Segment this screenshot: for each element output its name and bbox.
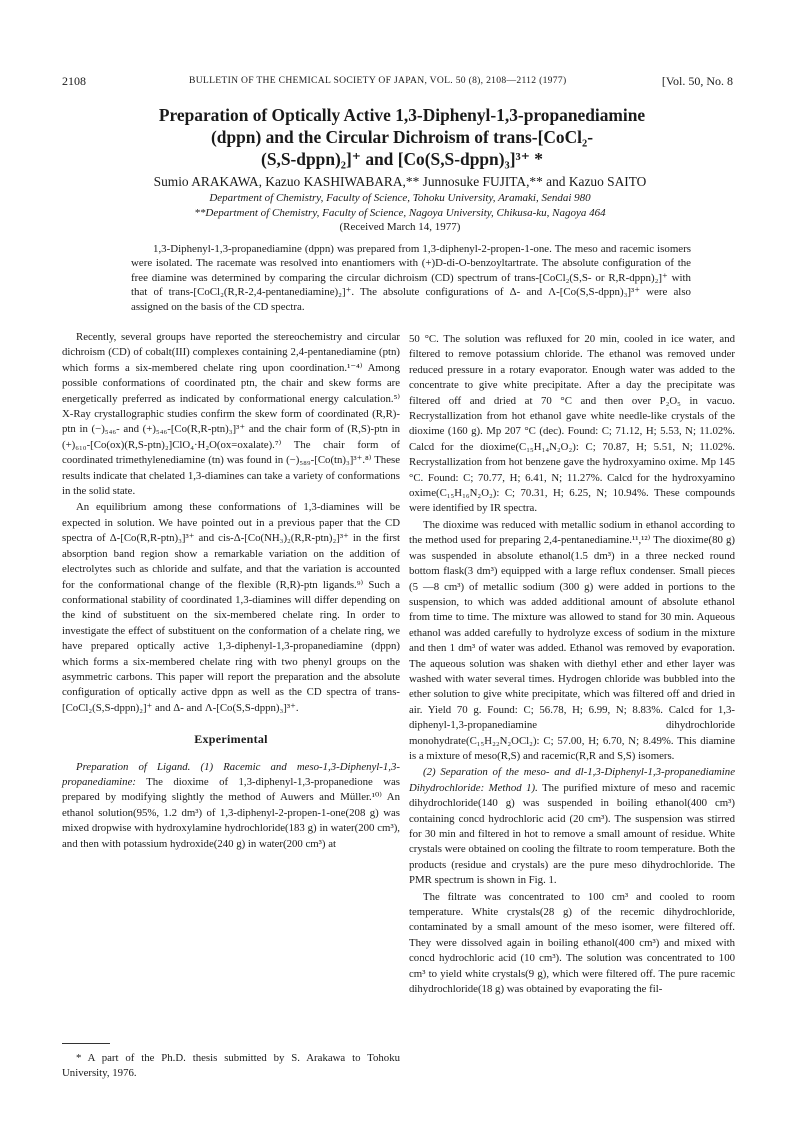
subsection-lead: Preparation of Ligand. (1) Racemic and meso-1,3-Diphenyl-1,3-propanediamine: xyxy=(62,760,400,788)
received-date: (Received March 14, 1977) xyxy=(339,221,461,233)
journal-citation: BULLETIN OF THE CHEMICAL SOCIETY OF JAPAN, VOL. 50 (8), 2108—2112 (1977) xyxy=(189,75,567,86)
abstract xyxy=(131,242,691,314)
body-paragraph: An equilibrium among these conformations of 1,3-diamines will be expected in solution. We have pointed out in a previous paper that the CD spectra of Δ-[Co(R,R-ptn)₃]³⁺ and cis-Δ-[Co(NH₃)₂(R,R-ptn)₂]³⁺ in the first absorption band region show a remarkable variation on the addition of electrolytes such as chloride and sulfate, and that the variation is accounted for the conformational change of the flexible (R,R)-ptn ligands.⁹⁾ Such a conformational stability of coordinated 1,3-diamines will differ depending on the kind of substituent on the six-membered chelate ring. In order to investigate the effect of substituent on the conformation of a chelate ring, we have prepared optically active 1,3-diphenyl-1,3-propanediamine (dppn) which forms a six-membered chelate ring with two phenyl groups on the asymmetric carbons. This paper will report the preparation and the absolute configuration of optically active dppn as well as the CD spectra of trans-[CoCl₂(S,S-dppn)₂]⁺ and Δ- and Λ-[Co(S,S-dppn)₃]³⁺. xyxy=(62,501,400,714)
left-column xyxy=(62,330,400,853)
affiliation: **Department of Chemistry, Faculty of Science, Nagoya University, Chikusa-ku, Nagoya 464 xyxy=(194,207,606,219)
body-paragraph: Recently, several groups have reported the stereochemistry and circular dichroism (CD) of cobalt(III) complexes containing 2,4-pentanediamine (ptn) which forms a six-membered chelate ring upon coordination.¹⁻⁴⁾ Among possible conformations of coordinated ptn, the chair and skew forms are energetically preferred as indicated by conformational energy calculation.⁵⁾ X-Ray crystallographic studies confirm the skew form of coordinated (R,R)-ptn in (−)₅₄₆- and (+)₅₄₆-[Co(R,R-ptn)₃]³⁺ and the chair form of (R,S)-ptn in (+)₆₁₀-[Co(ox)(R,S-ptn)₂]ClO₄·H₂O(ox=oxalate).⁷⁾ The chair form of coordinated trimethylenediamine (tn) was found in (−)₅₈₉-[Co(tn)₃]³⁺.⁸⁾ These results indicate that chelated 1,3-diamines can take a variety of conformations in the solid state. xyxy=(62,331,400,498)
author-list: Sumio ARAKAWA, Kazuo KASHIWABARA,** Junnosuke FUJITA,** and Kazuo SAITO xyxy=(153,174,647,189)
subsection-lead: (2) Separation of the meso- and dl-1,3-Diphenyl-1,3-propanediamine Dihydrochloride: Method 1). xyxy=(409,766,735,794)
body-paragraph: The dioxime was reduced with metallic sodium in ethanol according to the method used for preparing 2,4-pentanediamine.¹¹,¹²⁾ The dioxime(80 g) was suspended in absolute ethanol(1.5 dm³) in a three necked round bottom flask(3 dm³) equipped with a large reflux condenser. Small pieces (5 —8 cm³) of metallic sodium (300 g) were added in portions to the suspension, to which was added additional amount of absolute ethanol from time to time. The mixture was allowed to stand for 30 min. Aqueous ethanol was added carefully to hydrolyze excess of sodium in the mixture and then 1 dm³ of water was added. Ethanol was removed by evaporation. The aqueous solution was shaken with diethyl ether and ether layer was washed with water several times. Hydrogen chloride was bubbled into the ether solution to give white precipitate, which was filtered off and dried in air. Yield 70 g. Found: C; 56.78, H; 6.99, N; 8.83%. Calcd for 1,3-diphenyl-1,3-propanediamine dihydrochloride monohydrate(C₁₅H₂₂N₂OCl₂): C; 57.00, H; 6.70, N; 8.49%. This diamine is a mixture of meso(R,S) and racemic(R,R and S,S) isomers. xyxy=(409,518,735,762)
paper-title xyxy=(92,104,712,170)
body-paragraph: The filtrate was concentrated to 100 cm³ and cooled to room temperature. White crystals(28 g) of the recemic dihydrochloride, contaminated by a small amount of the meso isomer, were filtered off. They were dissolved again in boiling ethanol(400 cm³) and mixed with concd hydrochloric acid (10 cm³). The solution was concentrated to 100 cm³ to yield white crystals(9 g), which were filtered off. The pure racemic dihydrochloride(18 g) was obtained by evaporating the fil- xyxy=(409,890,735,996)
paragraph-text: The purified mixture of meso and racemic dihydrochloride(140 g) was suspended in boiling ethanol(400 cm³) containing concd hydrochloric acid (20 cm³). The suspension was stirred for 30 min and filtered in hot to remove a small amount of residue. White crystals were obtained on cooling the filtrate to room temperature. Both the products (residue and crystals) are the pure meso dihydrochloride. The PMR spectrum is shown in Fig. 1. xyxy=(409,781,736,887)
title-line: (dppn) and the Circular Dichroism of trans-[CoCl₂- xyxy=(210,127,594,147)
volume-label: [Vol. 50, No. 8 xyxy=(661,74,733,88)
affiliations xyxy=(110,191,690,221)
affiliation: Department of Chemistry, Faculty of Science, Tohoku University, Aramaki, Sendai 980 xyxy=(209,192,591,204)
paragraph-text: The dioxime of 1,3-diphenyl-1,3-propanedione was prepared by modifying slightly the method of Auwers and Müller.¹⁰⁾ An ethanol solution(95%, 1.2 dm³) of 1,3-diphenyl-2-propen-1-one(208 g) was mixed dropwise with hydroxylamine hydrochloride(183 g) in water(200 cm³), and then with potassium hydroxide(240 g) in water(200 cm³) at xyxy=(62,775,400,850)
body-paragraph: 50 °C. The solution was refluxed for 20 min, cooled in ice water, and filtered to remove potassium chloride. The ethanol was removed under reduced pressure in a rotary evaporator. Enough water was added to the concentrate to give white precipitate. After a day the precipitate was filtered off and dried at 70 °C and then over P₂O₅ in vacuo. Recrystallization from hot ethanol gave white needle-like crystals of the dioxime (160 g). Mp 207 °C (dec). Found: C; 71.12, H; 5.53, N; 11.02%. Calcd for the dioxime(C₁₅H₁₄N₂O₂): C; 70.87, H; 5.51, N; 11.02%. Recrystallization from hot benzene gave the hydroxyamino oxime. Mp 145 °C. Found: C; 70.77, H; 6.41, N; 11.27%. Calcd for the hydroxyamino oxime(C₁₅H₁₆N₂O₂): C; 70.31, H; 6.25, N; 10.94%. These compounds were identified by IR spectra. xyxy=(409,333,735,515)
page-number: 2108 xyxy=(62,74,86,88)
title-line: Preparation of Optically Active 1,3-Diphenyl-1,3-propanediamine xyxy=(158,105,646,125)
body-paragraph xyxy=(62,760,400,852)
section-heading: Experimental xyxy=(194,732,268,747)
footnote-rule xyxy=(62,1043,110,1044)
footnote: * A part of the Ph.D. thesis submitted by S. Arakawa to Tohoku University, 1976. xyxy=(62,1052,400,1079)
body-paragraph xyxy=(409,765,735,888)
right-column xyxy=(409,332,735,998)
running-header xyxy=(62,74,733,90)
title-line: (S,S-dppn)₂]⁺ and [Co(S,S-dppn)₃]³⁺ * xyxy=(261,149,543,169)
abstract-text: 1,3-Diphenyl-1,3-propanediamine (dppn) was prepared from 1,3-diphenyl-2-propen-1-one. The meso and racemic isomers were isolated. The racemate was resolved into enantiomers with (+)D-di-O-benzoyltartrate. The absolute configuration of the free diamine was determined by comparing the circular dichroism (CD) spectrum of trans-[CoCl₂(S,S- or R,R-dppn)₂]⁺ with that of trans-[CoCl₂(R,R-2,4-pentanediamine)₂]⁺. The absolute configurations of Δ- and Λ-[Co(S,S-dppn)₃]³⁺ were also assigned on the basis of the CD spectra. xyxy=(131,243,691,313)
